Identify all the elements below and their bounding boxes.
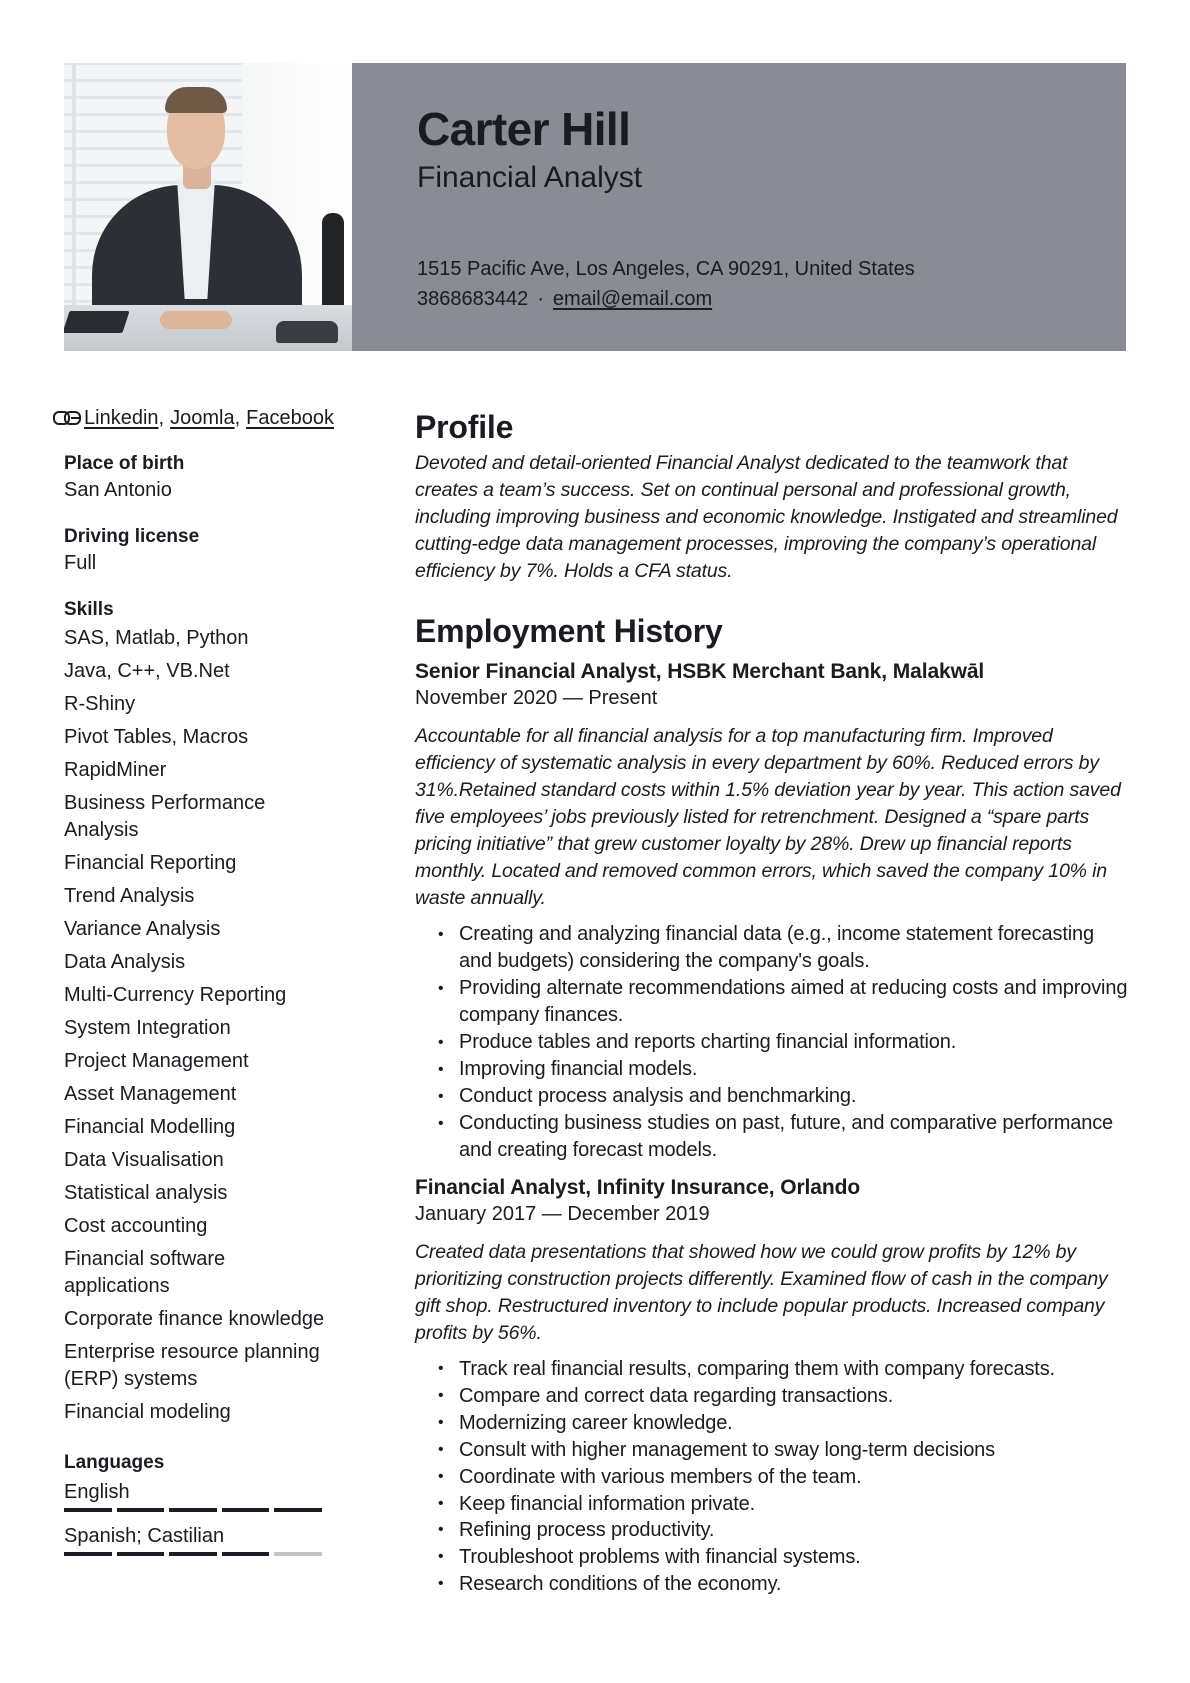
skill-item: Asset Management [64, 1083, 237, 1105]
skill-item: Project Management [64, 1050, 249, 1072]
level-segment-filled [117, 1508, 165, 1512]
section-title-employment: Employment History [415, 613, 723, 649]
email-link[interactable]: email@email.com [552, 288, 713, 310]
skill-item: Corporate finance knowledge [64, 1308, 325, 1330]
language-name: Spanish; Castilian [64, 1525, 225, 1547]
level-segment-filled [222, 1552, 270, 1556]
skill-item: Financial software applications [64, 1248, 226, 1297]
place-of-birth-label: Place of birth [64, 453, 185, 474]
link-separator: , [158, 406, 165, 429]
language-spanish [64, 1523, 334, 1556]
level-segment-filled [274, 1508, 322, 1512]
skill-item: Business Performance Analysis [64, 792, 266, 841]
level-segment-empty [274, 1552, 322, 1556]
level-segment-filled [64, 1552, 112, 1556]
level-segment-filled [169, 1508, 217, 1512]
duty-item: • Modernizing career knowledge. [415, 1410, 1131, 1437]
job-dates: January 2017 — December 2019 [415, 1203, 710, 1225]
candidate-phone: 3868683442 [417, 288, 529, 310]
contact-separator: · [537, 288, 544, 310]
link-separator: , [234, 406, 241, 429]
skill-item: Trend Analysis [64, 885, 195, 907]
duty-item: • Track real financial results, comparing them with company forecasts. [415, 1356, 1131, 1383]
link-joomla[interactable]: Joomla [170, 406, 235, 429]
duty-item: • Consult with higher management to sway long-term decisions [415, 1437, 1131, 1464]
profile-summary: Devoted and detail-oriented Financial Analyst dedicated to the teamwork that creates a team’s success. Set on continual personal and professional growth, including improving business and economic knowledge. Instigated and streamlined cutting-edge data management processes, improving the company’s operational efficiency by 7%. Holds a CFA status. [415, 452, 1118, 582]
social-links [64, 403, 334, 433]
job-dates: November 2020 — Present [415, 687, 658, 709]
duty-item: • Troubleshoot problems with financial systems. [415, 1544, 1131, 1571]
contact-line [417, 285, 712, 313]
section-title-profile: Profile [415, 409, 514, 445]
photo-hair [165, 87, 227, 113]
level-segment-filled [169, 1552, 217, 1556]
level-segment-filled [222, 1508, 270, 1512]
driving-license-label: Driving license [64, 526, 200, 547]
sidebar [64, 403, 334, 1567]
job-heading: Financial Analyst, Infinity Insurance, Orlando [415, 1176, 861, 1199]
skill-item: System Integration [64, 1017, 231, 1039]
skill-item: SAS, Matlab, Python [64, 627, 249, 649]
photo-desk-phone [276, 321, 338, 343]
duty-item: • Compare and correct data regarding transactions. [415, 1383, 1131, 1410]
duty-item: • Creating and analyzing financial data (e.g., income statement forecasting and budgets) considering the company's goals. [415, 921, 1131, 975]
duty-item: • Providing alternate recommendations aimed at reducing costs and improving company finances. [415, 975, 1131, 1029]
language-english [64, 1479, 334, 1512]
candidate-address: 1515 Pacific Ave, Los Angeles, CA 90291, United States [417, 258, 915, 280]
duty-item: • Keep financial information private. [415, 1491, 1131, 1518]
skill-item: Variance Analysis [64, 918, 221, 940]
profile-section [415, 408, 1131, 585]
level-segment-filled [64, 1508, 112, 1512]
skill-item: R-Shiny [64, 693, 136, 715]
main-content [415, 408, 1131, 1598]
job-duties-list [415, 1356, 1131, 1598]
duty-item: • Refining process productivity. [415, 1517, 1131, 1544]
skill-item: Financial Reporting [64, 852, 237, 874]
skill-item: Financial Modelling [64, 1116, 236, 1138]
driving-license-value: Full [64, 552, 97, 574]
candidate-name: Carter Hill [417, 103, 631, 155]
header-info-panel [352, 63, 1126, 351]
employment-section [415, 612, 1131, 1598]
candidate-job-title: Financial Analyst [417, 161, 643, 194]
job-entry [415, 1174, 1131, 1598]
duty-item: • Conducting business studies on past, future, and comparative performance and creating forecast models. [415, 1110, 1131, 1164]
skill-item: Data Analysis [64, 951, 186, 973]
duty-item: • Produce tables and reports charting financial information. [415, 1029, 1131, 1056]
duty-item: • Conduct process analysis and benchmarking. [415, 1083, 1131, 1110]
link-facebook[interactable]: Facebook [246, 406, 334, 429]
link-linkedin[interactable]: Linkedin [84, 406, 159, 429]
link-icon [64, 411, 70, 425]
job-entry [415, 658, 1131, 1164]
language-level-bar [64, 1508, 334, 1512]
profile-photo [64, 63, 352, 351]
duty-item: • Research conditions of the economy. [415, 1571, 1131, 1598]
job-duties-list [415, 921, 1131, 1164]
place-of-birth-value: San Antonio [64, 479, 172, 501]
skill-item: Financial modeling [64, 1401, 231, 1423]
language-name: English [64, 1481, 130, 1503]
skill-item: Pivot Tables, Macros [64, 726, 249, 748]
skill-item: Enterprise resource planning (ERP) systems [64, 1341, 320, 1390]
skill-item: RapidMiner [64, 759, 167, 781]
duty-item: • Coordinate with various members of the team. [415, 1464, 1131, 1491]
job-heading: Senior Financial Analyst, HSBK Merchant Bank, Malakwāl [415, 660, 985, 683]
skill-item: Statistical analysis [64, 1182, 228, 1204]
skills-list [64, 625, 334, 1426]
skill-item: Multi-Currency Reporting [64, 984, 287, 1006]
job-description: Created data presentations that showed how we could grow profits by 12% by prioritizing construction projects differently. Examined flow of cash in the company gift shop. Restructured inventory to include popular products. Increased company profits by 56%. [415, 1241, 1108, 1344]
level-segment-filled [117, 1552, 165, 1556]
language-level-bar [64, 1552, 334, 1556]
resume-header [64, 63, 1126, 351]
skills-label: Skills [64, 599, 114, 620]
photo-hands [160, 311, 232, 329]
skill-item: Java, C++, VB.Net [64, 660, 230, 682]
languages-label: Languages [64, 1452, 165, 1473]
skill-item: Cost accounting [64, 1215, 208, 1237]
duty-item: • Improving financial models. [415, 1056, 1131, 1083]
skill-item: Data Visualisation [64, 1149, 224, 1171]
photo-keyboard [64, 311, 130, 333]
job-description: Accountable for all financial analysis for a top manufacturing firm. Improved efficiency of systematic analysis in every department by 60%. Reduced errors by 31%.Retained standard costs within 1.5% deviation year by year. This action saved five employees’ jobs previously listed for retrenchment. Designed a “spare parts pricing initiative” that grew customer loyalty by 28%. Drew up financial reports monthly. Located and removed common errors, which saved the company 10% in waste annually. [415, 725, 1121, 909]
